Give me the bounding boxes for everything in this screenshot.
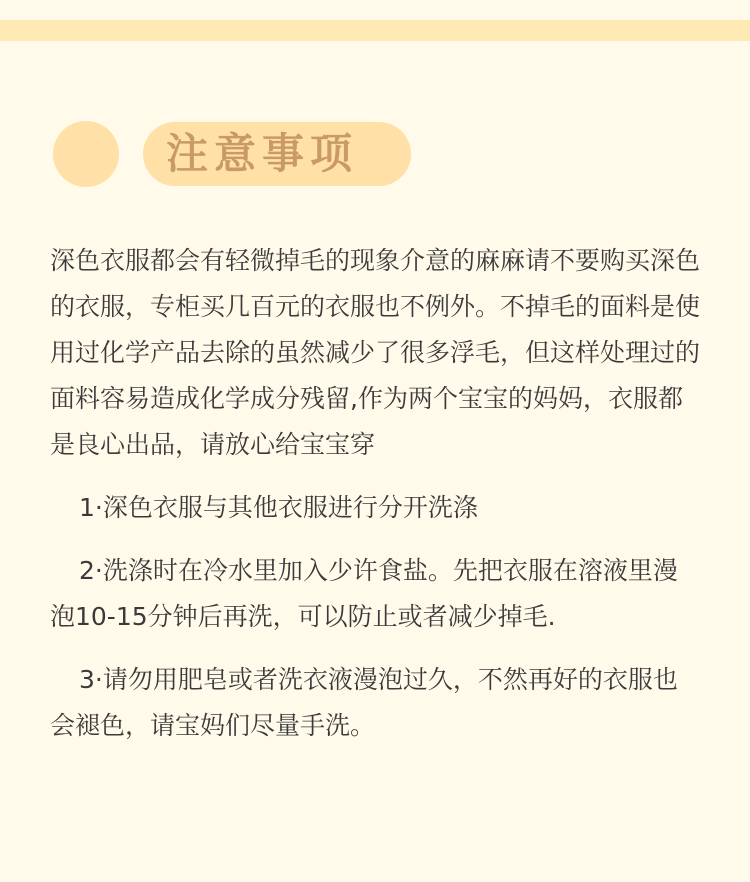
care-item-2: 2·洗涤时在冷水里加入少许食盐。先把衣服在溶液里漫泡10-15分钟后再洗，可以防止或者减少掉毛. <box>50 556 678 631</box>
section-title: 注意事项 <box>166 129 359 178</box>
care-item-1: 1·深色衣服与其他衣服进行分开洗涤 <box>79 493 478 522</box>
care-item-3: 3·请勿用肥皂或者洗衣液漫泡过久，不然再好的衣服也会褪色，请宝妈们尽量手洗。 <box>50 665 678 740</box>
header-circle-decoration <box>53 121 119 187</box>
intro-paragraph: 深色衣服都会有轻微掉毛的现象介意的麻麻请不要购买深色的衣服，专柜买几百元的衣服也不例外。不掉毛的面料是使用过化学产品去除的虽然减少了很多浮毛，但这样处理过的面料容易造成化学成分残留,作为两个宝宝的妈妈，衣服都是良心出品，请放心给宝宝穿 <box>50 246 701 459</box>
notice-content <box>50 238 700 749</box>
top-decorative-band <box>0 20 750 41</box>
